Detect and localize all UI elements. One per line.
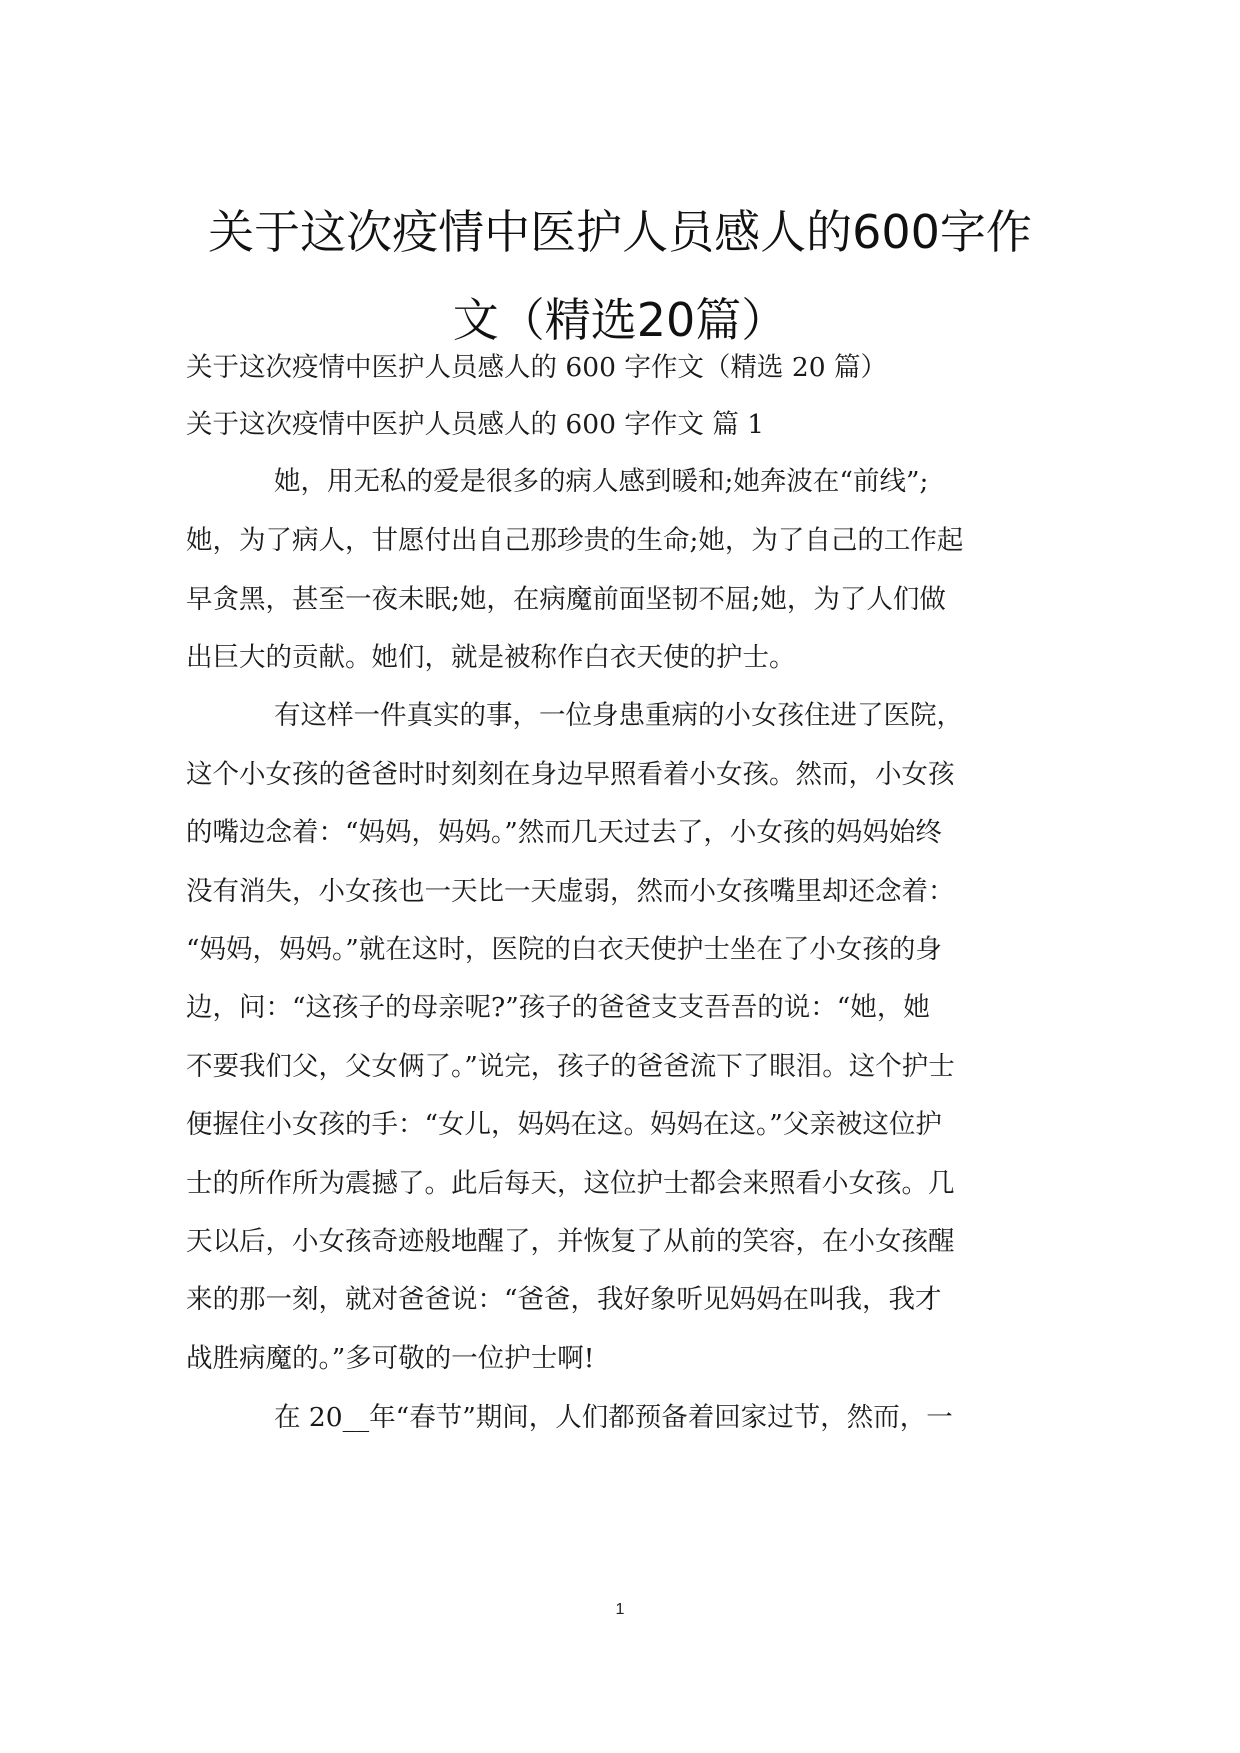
paragraph-line: 的嘴边念着：“妈妈，妈妈。”然而几天过去了，小女孩的妈妈始终 <box>186 817 942 848</box>
paragraph-line: 早贪黑，甚至一夜未眠;她，在病魔前面坚韧不屈;她，为了人们做 <box>186 584 946 615</box>
subtitle: 关于这次疫情中医护人员感人的 600 字作文（精选 20 篇） <box>186 352 887 383</box>
paragraph-line: 天以后，小女孩奇迹般地醒了，并恢复了从前的笑容，在小女孩醒 <box>186 1226 955 1257</box>
paragraph-line: 边，问：“这孩子的母亲呢?”孩子的爸爸支支吾吾的说：“她，她 <box>186 992 930 1023</box>
paragraph-line: 便握住小女孩的手：“女儿，妈妈在这。妈妈在这。”父亲被这位护 <box>186 1109 942 1140</box>
paragraph-line: 她，为了病人，甘愿付出自己那珍贵的生命;她，为了自己的工作起 <box>186 525 964 556</box>
title-line-1: 关于这次疫情中医护人员感人的600字作 <box>208 205 1032 259</box>
paragraph-line: 这个小女孩的爸爸时时刻刻在身边早照看着小女孩。然而，小女孩 <box>186 759 955 790</box>
paragraph-line: 来的那一刻，就对爸爸说：“爸爸，我好象听见妈妈在叫我，我才 <box>186 1284 942 1315</box>
paragraph-line: 没有消失，小女孩也一天比一天虚弱，然而小女孩嘴里却还念着： <box>186 876 955 907</box>
section-heading: 关于这次疫情中医护人员感人的 600 字作文 篇 1 <box>186 409 765 440</box>
paragraph-line: 她，用无私的爱是很多的病人感到暖和;她奔波在“前线”; <box>274 466 929 497</box>
paragraph-line: 出巨大的贡献。她们，就是被称作白衣天使的护士。 <box>186 642 796 673</box>
paragraph-line: “妈妈，妈妈。”就在这时，医院的白衣天使护士坐在了小女孩的身 <box>186 934 942 965</box>
paragraph-line: 士的所作所为震撼了。此后每天，这位护士都会来照看小女孩。几 <box>186 1168 955 1199</box>
page-number: 1 <box>615 1601 625 1618</box>
paragraph-line: 不要我们父，父女俩了。”说完，孩子的爸爸流下了眼泪。这个护士 <box>186 1051 955 1082</box>
paragraph-line: 战胜病魔的。”多可敬的一位护士啊! <box>186 1343 595 1374</box>
paragraph-line: 有这样一件真实的事，一位身患重病的小女孩住进了医院， <box>274 700 963 731</box>
paragraph-line: 在 20__年“春节”期间，人们都预备着回家过节，然而，一 <box>274 1402 953 1433</box>
title-line-2: 文（精选20篇） <box>452 293 788 347</box>
document-title <box>150 188 1090 364</box>
